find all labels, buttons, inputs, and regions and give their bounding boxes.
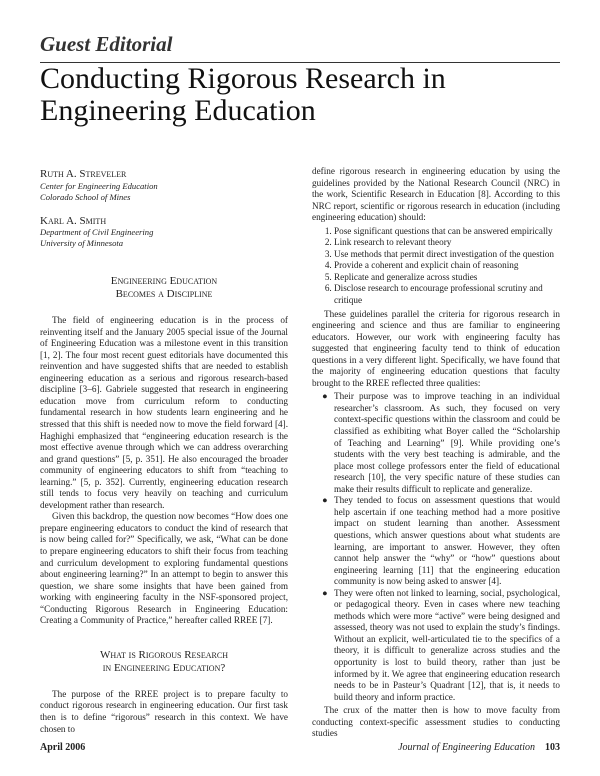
right-column [312,166,560,740]
qualities-list [312,391,560,703]
author-block [40,216,288,250]
body-paragraph: The crux of the matter then is how to move faculty from conducting context-specific assessment studies to conducting studies [312,705,560,739]
body-paragraph: These guidelines parallel the criteria for rigorous research in engineering and science and thus are familiar to engineering educators. However, our work with engineering faculty has suggested that engineering faculty tend to think of education questions in a very different light. Specifically, we have found that the majority of engineering education questions that faculty brought to the RREE reflected three qualities: [312,308,560,388]
title-line-1: Conducting Rigorous Research in [40,62,446,95]
section-heading: What is Rigorous Research in Engineering Education? [100,648,228,674]
footer-date: April 2006 [40,742,86,753]
list-item: ● Their purpose was to improve teaching in an individual researcher’s classroom. As such, they focused on very context-specific questions within the classroom and could be classified as exhibiting what Boyer called the “Scholarship of Teaching and Learning” [9]. While providing one’s students with the very best teaching is admirable, and the place most college professors enter the field of educational research [10], the very specific nature of these studies can make their results difficult to replicate and generalize. [322,391,560,494]
editorial-kicker: Guest Editorial [40,32,173,56]
journal-name: Journal of Engineering Education [398,742,535,753]
list-item: 1. Pose significant questions that can be answered empirically [334,226,560,238]
list-item: ● They were often not linked to learning, social, psychological, or pedagogical theory. Even in cases where new teaching methods which were more “active” were being designed and assessed, theory was not used to explain the study’s findings. Without an explicit, well-articulated tie to the specifics of a theory, it is difficult to generalize across studies and the opportunity is lost to build theory, rather than just be informed by it. We agree that engineering education research needs to be in Pasteur’s Quadrant [12], that is, it needs to build theory and inform practice. [322,587,560,702]
author-name: Ruth A. Streveler [40,168,127,180]
author-affiliation: Colorado School of Mines [40,191,131,202]
list-item: 2. Link research to relevant theory [334,237,560,249]
left-column [40,166,288,735]
body-paragraph: The field of engineering education is in the process of reinventing itself and the January 2005 special issue of the Journal of Engineering Education was a milestone event in this transition [1, 2]. The four most recent guest editorials have documented this reinvention and have suggested shifts that are needed to establish engineering education as a serious and rigorous research-based discipline [3–6]. Gabriele suggested that research in engineering education move from curriculum reform to conducting fundamental research in how students learn engineering and he stressed that this shift is needed now to move the field forward [4]. Haghighi emphasized that “engineering education research is the most effective avenue through which we can address overarching and grand questions” [5, p. 351]. He also encouraged the broader community of engineering educators to shift from “teaching to learning.” [5, p. 352]. Currently, engineering education research still tends to focus very heavily on teaching and curriculum development rather than research. [40,315,288,510]
bullet-icon: ● [322,587,328,598]
list-item: 3. Use methods that permit direct investigation of the question [334,249,560,261]
list-item: 5. Replicate and generalize across studies [334,272,560,284]
list-item: ● They tended to focus on assessment questions that would help ascertain if one teaching method had a more positive impact on student learning than another. Assessment questions, which answer questions about what students are learning, are important to answer. However, they often cannot help answer the “why” or “how” questions about engineering learning [11] that the engineering education community is now being asked to answer [4]. [322,495,560,587]
page-number: 103 [545,742,560,753]
section-heading: Engineering Education Becomes a Discipline [110,275,218,301]
author-name: Karl A. Smith [40,214,107,227]
body-paragraph: Given this backdrop, the question now becomes “How does one prepare engineering educators to conduct the kind of research that is now being called for?” Specifically, we ask, “What can be done to prepare engineering educators to shift their focus from teaching and curriculum development to exploring fundamental questions about engineering learning?” In an attempt to begin to answer this question, we share some insights that have been gained from working with engineering faculty in the NSF-sponsored project, “Conducting Rigorous Research in Engineering Education: Creating a Community of Practice,” hereafter called RREE [7]. [40,511,288,626]
bullet-icon: ● [322,391,328,402]
list-item: 6. Disclose research to encourage professional scrutiny and critique [334,283,560,306]
body-paragraph: The purpose of the RREE project is to prepare faculty to conduct rigorous research in engineering education. Our first task then is to define “rigorous” research in this context. We have chosen to [40,688,288,734]
article-title [40,63,446,127]
title-line-2: Engineering Education [40,94,316,127]
footer-journal [398,742,560,753]
bullet-icon: ● [322,495,328,506]
body-paragraph: define rigorous research in engineering education by using the guidelines provided by the National Research Council (NRC) in the work, Scientific Research in Education [8]. According to this NRC report, scientific or rigorous research in education (including engineering education) should: [312,166,560,223]
criteria-list [312,226,560,307]
author-affiliation: University of Minnesota [40,238,124,249]
author-affiliation: Center for Engineering Education [40,180,158,191]
author-block [40,169,288,203]
list-item: 4. Provide a coherent and explicit chain of reasoning [334,260,560,272]
author-affiliation: Department of Civil Engineering [40,227,154,238]
